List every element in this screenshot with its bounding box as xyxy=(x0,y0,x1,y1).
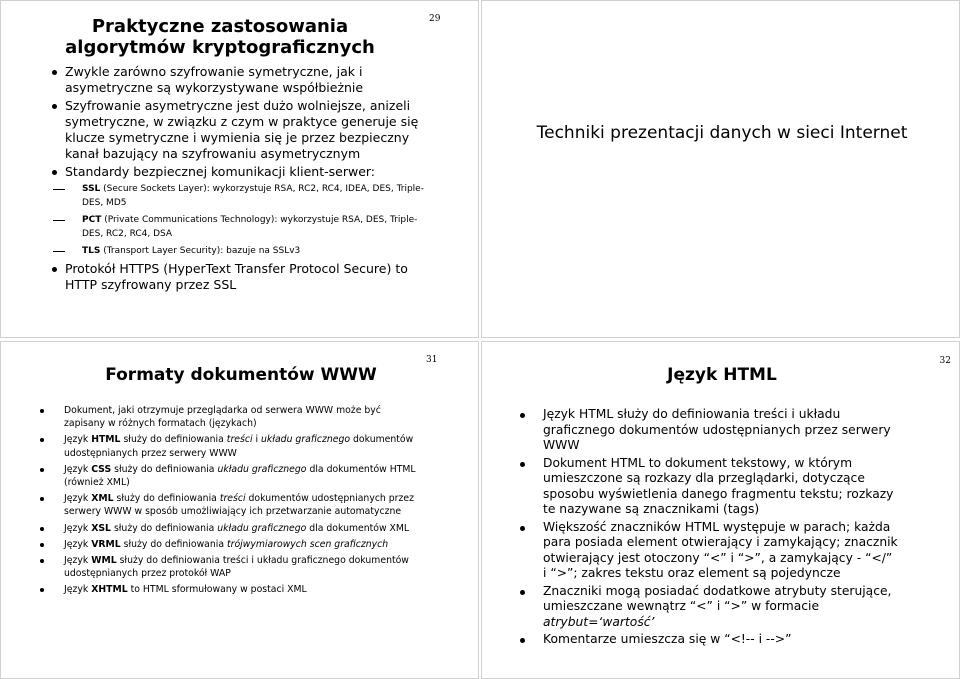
list-item: Język XML służy do definiowania treści dokumentów udostępnianych przez serwery WWW w sposób umożliwiający ich przetwarzanie automatyczne xyxy=(64,492,424,518)
list-item: Język CSS służy do definiowania układu graficznego dla dokumentów HTML (również XML) xyxy=(64,463,424,489)
list-item: Język WML służy do definiowania treści i układu graficznego dokumentów udostępnianych przez protokół WAP xyxy=(64,554,424,580)
bullet-icon xyxy=(520,638,525,643)
list-item: Język HTML służy do definiowania treści i układu graficznego dokumentów udostępnianych przez serwery WWW xyxy=(543,407,898,454)
bullet-list xyxy=(543,407,898,650)
bullet-icon xyxy=(40,559,44,563)
list-item: Język VRML służy do definiowania trójwymiarowych scen graficznych xyxy=(64,538,424,551)
slide-title: Formaty dokumentów WWW xyxy=(105,365,377,385)
bullet-icon xyxy=(52,267,57,272)
slide-29 xyxy=(0,0,479,338)
sub-list-item: TLS (Transport Layer Security): bazuje na SSLv3 xyxy=(82,244,425,258)
page-number-31: 31 xyxy=(426,355,438,365)
list-item: Większość znaczników HTML występuje w parach; każda para posiada element otwierający i zamykający; znacznik otwierający jest otoczony “<” i “>”, a zamykający - “</” i “>”; zakres tekstu oraz element są pojedyncze xyxy=(543,520,898,582)
bullet-icon xyxy=(52,104,57,109)
list-item: Język XHTML to HTML sformułowany w postaci XML xyxy=(64,583,424,596)
bullet-icon xyxy=(520,526,525,531)
sub-list-item: SSL (Secure Sockets Layer): wykorzystuje RSA, RC2, RC4, IDEA, DES, Triple-DES, MD5 xyxy=(82,182,425,210)
slide-title: Praktyczne zastosowania algorytmów kryptograficznych xyxy=(65,16,375,58)
bullet-icon xyxy=(520,462,525,467)
bullet-icon xyxy=(52,170,57,175)
bullet-icon xyxy=(40,497,44,501)
bullet-icon xyxy=(52,70,57,75)
list-item: Dokument, jaki otrzymuje przeglądarka od serwera WWW może być zapisany w różnych formatach (językach) xyxy=(64,404,424,430)
bullet-list xyxy=(65,64,425,295)
list-item: Znaczniki mogą posiadać dodatkowe atrybuty sterujące, umieszczane wewnątrz “<” i “>” w formacie atrybut=‘wartość’ xyxy=(543,584,898,631)
bullet-icon xyxy=(40,588,44,592)
bullet-icon xyxy=(40,409,44,413)
slide-32 xyxy=(481,341,960,679)
list-item: Język XSL służy do definiowania układu graficznego dla dokumentów XML xyxy=(64,522,424,535)
list-item: Dokument HTML to dokument tekstowy, w którym umieszczone są rozkazy dla przeglądarki, dotyczące sposobu wyświetlenia danego fragmentu tekstu; rozkazy te nazywane są znacznikami (tags) xyxy=(543,456,898,518)
list-item: Język HTML służy do definiowania treści i układu graficznego dokumentów udostępnianych przez serwery WWW xyxy=(64,433,424,459)
list-item: Protokół HTTPS (HyperText Transfer Protocol Secure) to HTTP szyfrowany przez SSL xyxy=(65,261,425,293)
bullet-list xyxy=(64,404,424,600)
dash-icon xyxy=(53,189,65,190)
bullet-icon xyxy=(520,413,525,418)
bullet-icon xyxy=(40,438,44,442)
dash-icon xyxy=(53,251,65,252)
bullet-icon xyxy=(40,468,44,472)
slide-title: Język HTML xyxy=(667,365,777,385)
bullet-icon xyxy=(520,590,525,595)
list-item: Standardy bezpiecznej komunikacji klient-serwer: xyxy=(65,164,425,180)
page-number: 32 xyxy=(939,356,951,366)
list-item: Komentarze umieszcza się w “<!-- i -->” xyxy=(543,632,898,648)
dash-icon xyxy=(53,220,65,221)
page-number-29: 29 xyxy=(429,14,441,24)
list-item: Szyfrowanie asymetryczne jest dużo wolniejsze, anizeli symetryczne, w związku z czym w praktyce generuje się klucze symetryczne i wymienia się je przez bezpieczny kanał bazujący na szyfrowaniu asymetrycznym xyxy=(65,98,425,162)
list-item: Zwykle zarówno szyfrowanie symetryczne, jak i asymetryczne są wykorzystywane współbieżnie xyxy=(65,64,425,96)
bullet-icon xyxy=(40,543,44,547)
slide-title: Techniki prezentacji danych w sieci Internet xyxy=(536,123,908,143)
slide-31 xyxy=(0,341,479,679)
bullet-icon xyxy=(40,527,44,531)
sub-list-item: PCT (Private Communications Technology): wykorzystuje RSA, DES, Triple-DES, RC2, RC4, DSA xyxy=(82,213,425,241)
slide-30 xyxy=(481,0,960,338)
